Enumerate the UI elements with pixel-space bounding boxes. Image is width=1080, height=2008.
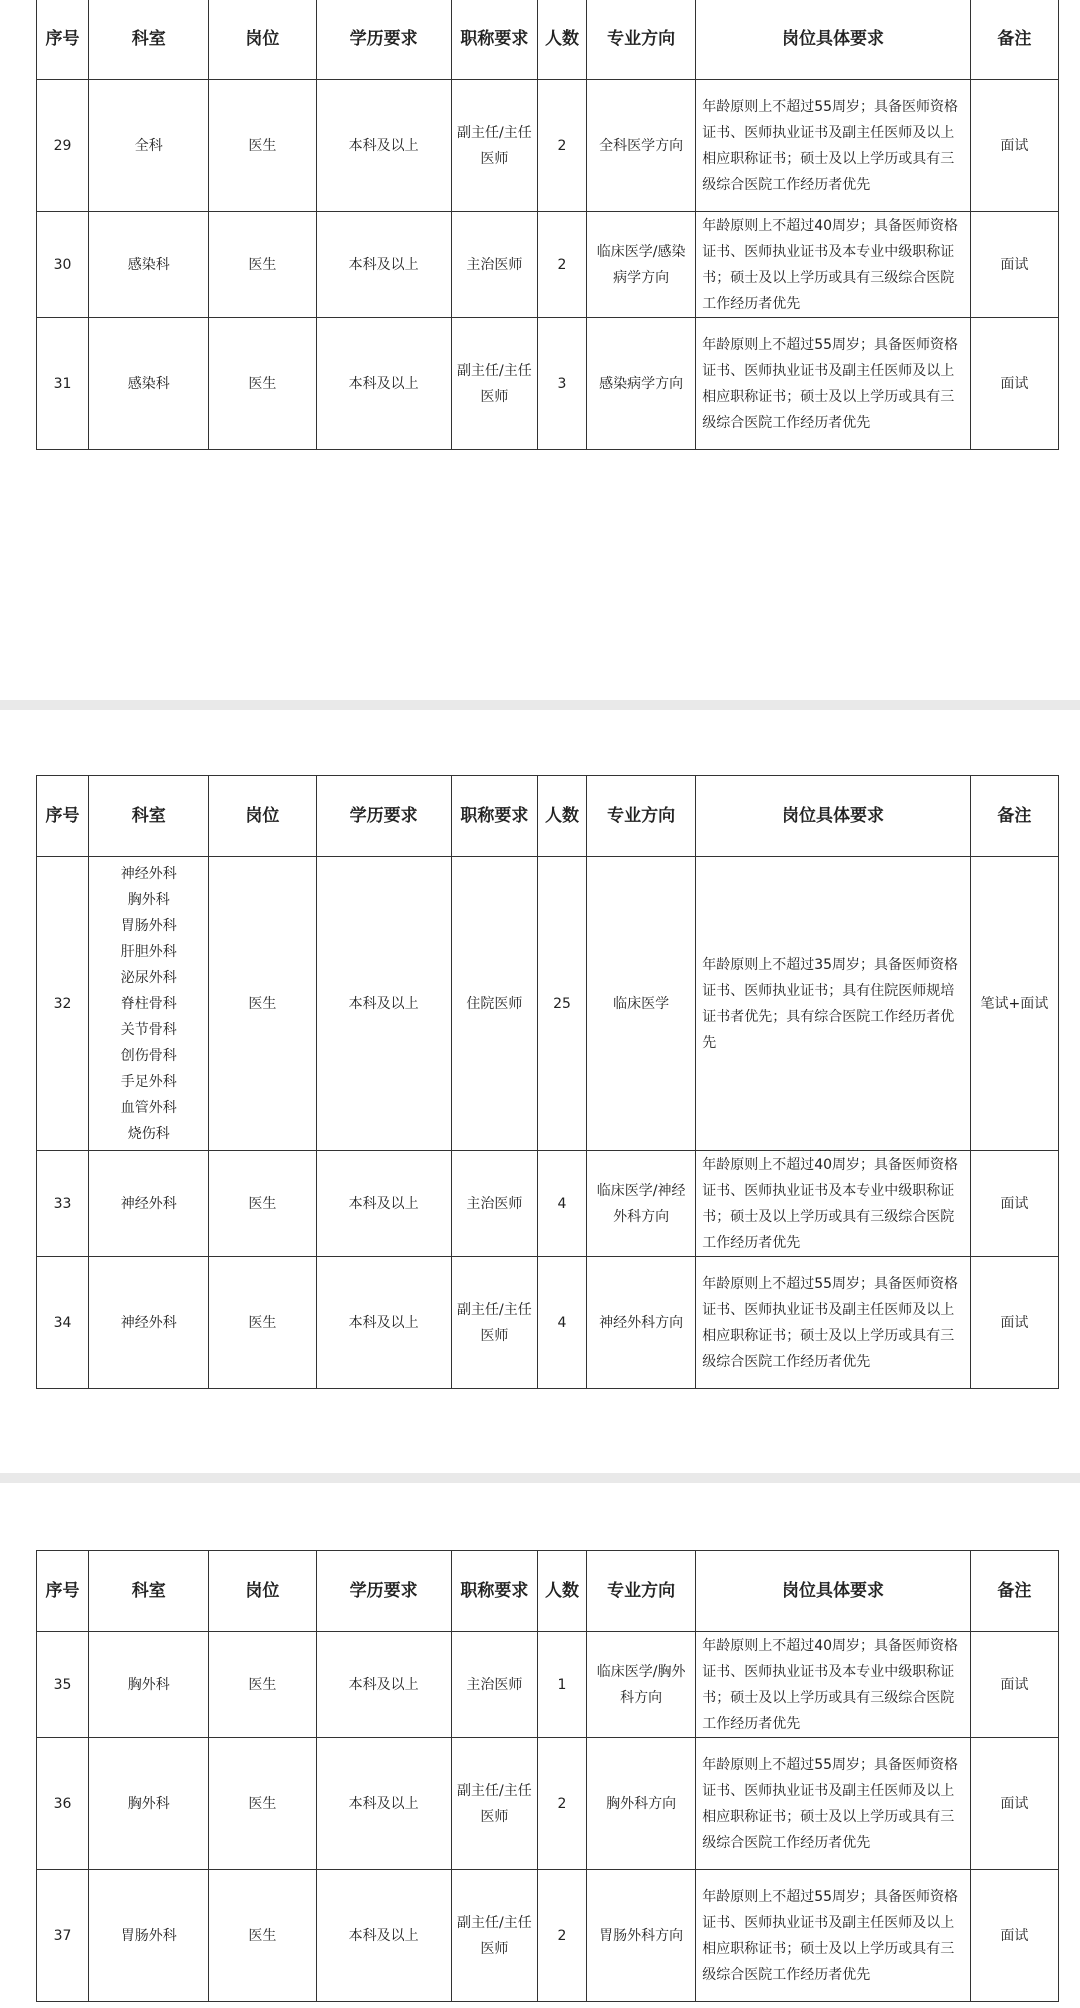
cell-dept: 感染科 <box>89 212 209 318</box>
cell-note: 面试 <box>970 1151 1058 1257</box>
cell-count: 2 <box>537 1738 586 1870</box>
cell-note: 面试 <box>970 80 1058 212</box>
header-seq: 序号 <box>37 0 89 80</box>
cell-dept: 神经外科 <box>89 1151 209 1257</box>
header-note: 备注 <box>970 776 1058 857</box>
table-row <box>37 857 1059 1151</box>
dept-list-item: 脊柱骨科 <box>120 995 177 1012</box>
recruitment-table-3 <box>36 1550 1059 2002</box>
cell-seq: 33 <box>37 1151 89 1257</box>
dept-list-item: 胸外科 <box>127 891 170 908</box>
header-edu: 学历要求 <box>316 0 451 80</box>
cell-edu: 本科及以上 <box>316 1257 451 1389</box>
cell-post: 医生 <box>209 1870 316 2002</box>
cell-post: 医生 <box>209 318 316 450</box>
cell-count: 4 <box>537 1151 586 1257</box>
cell-edu: 本科及以上 <box>316 212 451 318</box>
cell-req: 年龄原则上不超过40周岁；具备医师资格证书、医师执业证书及本专业中级职称证书；硕士及以上学历或具有三级综合医院工作经历者优先 <box>696 1151 971 1257</box>
cell-seq: 36 <box>37 1738 89 1870</box>
cell-post: 医生 <box>209 212 316 318</box>
header-major: 专业方向 <box>587 776 696 857</box>
cell-title: 住院医师 <box>451 857 537 1151</box>
header-major: 专业方向 <box>587 0 696 80</box>
cell-post: 医生 <box>209 1151 316 1257</box>
cell-req: 年龄原则上不超过35周岁；具备医师资格证书、医师执业证书；具有住院医师规培证书者优先；具有综合医院工作经历者优先 <box>696 857 971 1151</box>
table-row <box>37 1632 1059 1738</box>
header-edu: 学历要求 <box>316 1551 451 1632</box>
cell-post: 医生 <box>209 1738 316 1870</box>
cell-count: 4 <box>537 1257 586 1389</box>
cell-edu: 本科及以上 <box>316 1870 451 2002</box>
header-count: 人数 <box>537 0 586 80</box>
cell-title: 副主任/主任医师 <box>451 318 537 450</box>
header-row <box>37 0 1059 80</box>
cell-title: 副主任/主任医师 <box>451 1870 537 2002</box>
cell-edu: 本科及以上 <box>316 80 451 212</box>
cell-seq: 31 <box>37 318 89 450</box>
cell-dept: 胸外科 <box>89 1738 209 1870</box>
header-req: 岗位具体要求 <box>696 776 971 857</box>
cell-major: 临床医学/胸外科方向 <box>587 1632 696 1738</box>
recruitment-table-1 <box>36 0 1059 450</box>
cell-req: 年龄原则上不超过55周岁；具备医师资格证书、医师执业证书及副主任医师及以上相应职称证书；硕士及以上学历或具有三级综合医院工作经历者优先 <box>696 1257 971 1389</box>
cell-dept: 全科 <box>89 80 209 212</box>
header-note: 备注 <box>970 0 1058 80</box>
header-count: 人数 <box>537 1551 586 1632</box>
table-row <box>37 1257 1059 1389</box>
recruitment-table-2 <box>36 775 1059 1389</box>
cell-edu: 本科及以上 <box>316 318 451 450</box>
header-dept: 科室 <box>89 1551 209 1632</box>
cell-count: 2 <box>537 212 586 318</box>
cell-post: 医生 <box>209 857 316 1151</box>
table-row <box>37 80 1059 212</box>
cell-major: 临床医学/神经外科方向 <box>587 1151 696 1257</box>
header-post: 岗位 <box>209 776 316 857</box>
cell-edu: 本科及以上 <box>316 1151 451 1257</box>
cell-count: 25 <box>537 857 586 1151</box>
cell-req: 年龄原则上不超过40周岁；具备医师资格证书、医师执业证书及本专业中级职称证书；硕士及以上学历或具有三级综合医院工作经历者优先 <box>696 212 971 318</box>
cell-note: 笔试+面试 <box>970 857 1058 1151</box>
cell-title: 主治医师 <box>451 1151 537 1257</box>
cell-note: 面试 <box>970 1257 1058 1389</box>
cell-major: 胸外科方向 <box>587 1738 696 1870</box>
header-post: 岗位 <box>209 0 316 80</box>
cell-major: 临床医学 <box>587 857 696 1151</box>
cell-edu: 本科及以上 <box>316 1632 451 1738</box>
cell-post: 医生 <box>209 1632 316 1738</box>
table-row <box>37 318 1059 450</box>
cell-major: 感染病学方向 <box>587 318 696 450</box>
dept-list-item: 关节骨科 <box>120 1021 177 1038</box>
table-row <box>37 1151 1059 1257</box>
cell-dept-list <box>89 857 209 1151</box>
header-row <box>37 776 1059 857</box>
cell-edu: 本科及以上 <box>316 1738 451 1870</box>
header-count: 人数 <box>537 776 586 857</box>
cell-note: 面试 <box>970 212 1058 318</box>
dept-list-item: 血管外科 <box>120 1099 177 1116</box>
table-row <box>37 1870 1059 2002</box>
cell-note: 面试 <box>970 318 1058 450</box>
header-note: 备注 <box>970 1551 1058 1632</box>
cell-seq: 37 <box>37 1870 89 2002</box>
header-title: 职称要求 <box>451 1551 537 1632</box>
document-page-1 <box>0 0 1080 700</box>
header-dept: 科室 <box>89 0 209 80</box>
header-req: 岗位具体要求 <box>696 1551 971 1632</box>
cell-note: 面试 <box>970 1870 1058 2002</box>
header-seq: 序号 <box>37 776 89 857</box>
cell-count: 2 <box>537 1870 586 2002</box>
header-title: 职称要求 <box>451 0 537 80</box>
header-req: 岗位具体要求 <box>696 0 971 80</box>
cell-dept: 胃肠外科 <box>89 1870 209 2002</box>
header-major: 专业方向 <box>587 1551 696 1632</box>
cell-title: 副主任/主任医师 <box>451 1738 537 1870</box>
cell-note: 面试 <box>970 1738 1058 1870</box>
document-page-3 <box>0 1483 1080 2008</box>
header-edu: 学历要求 <box>316 776 451 857</box>
cell-count: 2 <box>537 80 586 212</box>
header-seq: 序号 <box>37 1551 89 1632</box>
cell-seq: 35 <box>37 1632 89 1738</box>
cell-major: 临床医学/感染病学方向 <box>587 212 696 318</box>
cell-req: 年龄原则上不超过55周岁；具备医师资格证书、医师执业证书及副主任医师及以上相应职称证书；硕士及以上学历或具有三级综合医院工作经历者优先 <box>696 318 971 450</box>
cell-seq: 34 <box>37 1257 89 1389</box>
table-row <box>37 212 1059 318</box>
cell-seq: 29 <box>37 80 89 212</box>
cell-req: 年龄原则上不超过55周岁；具备医师资格证书、医师执业证书及副主任医师及以上相应职称证书；硕士及以上学历或具有三级综合医院工作经历者优先 <box>696 1738 971 1870</box>
cell-count: 3 <box>537 318 586 450</box>
cell-dept: 胸外科 <box>89 1632 209 1738</box>
cell-post: 医生 <box>209 1257 316 1389</box>
header-title: 职称要求 <box>451 776 537 857</box>
document-page-2 <box>0 710 1080 1473</box>
cell-note: 面试 <box>970 1632 1058 1738</box>
table-row <box>37 1738 1059 1870</box>
cell-req: 年龄原则上不超过55周岁；具备医师资格证书、医师执业证书及副主任医师及以上相应职称证书；硕士及以上学历或具有三级综合医院工作经历者优先 <box>696 1870 971 2002</box>
cell-major: 全科医学方向 <box>587 80 696 212</box>
cell-seq: 30 <box>37 212 89 318</box>
cell-req: 年龄原则上不超过40周岁；具备医师资格证书、医师执业证书及本专业中级职称证书；硕士及以上学历或具有三级综合医院工作经历者优先 <box>696 1632 971 1738</box>
cell-major: 胃肠外科方向 <box>587 1870 696 2002</box>
dept-list-item: 胃肠外科 <box>120 917 177 934</box>
cell-title: 副主任/主任医师 <box>451 80 537 212</box>
cell-title: 副主任/主任医师 <box>451 1257 537 1389</box>
dept-list-item: 肝胆外科 <box>120 943 177 960</box>
cell-post: 医生 <box>209 80 316 212</box>
cell-dept: 感染科 <box>89 318 209 450</box>
cell-dept: 神经外科 <box>89 1257 209 1389</box>
cell-title: 主治医师 <box>451 212 537 318</box>
dept-list-item: 手足外科 <box>120 1073 177 1090</box>
header-dept: 科室 <box>89 776 209 857</box>
cell-count: 1 <box>537 1632 586 1738</box>
header-post: 岗位 <box>209 1551 316 1632</box>
header-row <box>37 1551 1059 1632</box>
dept-list-item: 烧伤科 <box>127 1125 170 1142</box>
cell-title: 主治医师 <box>451 1632 537 1738</box>
dept-list-item: 泌尿外科 <box>120 969 177 986</box>
dept-list-item: 神经外科 <box>120 865 177 882</box>
cell-edu: 本科及以上 <box>316 857 451 1151</box>
cell-req: 年龄原则上不超过55周岁；具备医师资格证书、医师执业证书及副主任医师及以上相应职称证书；硕士及以上学历或具有三级综合医院工作经历者优先 <box>696 80 971 212</box>
cell-seq: 32 <box>37 857 89 1151</box>
dept-list-item: 创伤骨科 <box>120 1047 177 1064</box>
cell-major: 神经外科方向 <box>587 1257 696 1389</box>
